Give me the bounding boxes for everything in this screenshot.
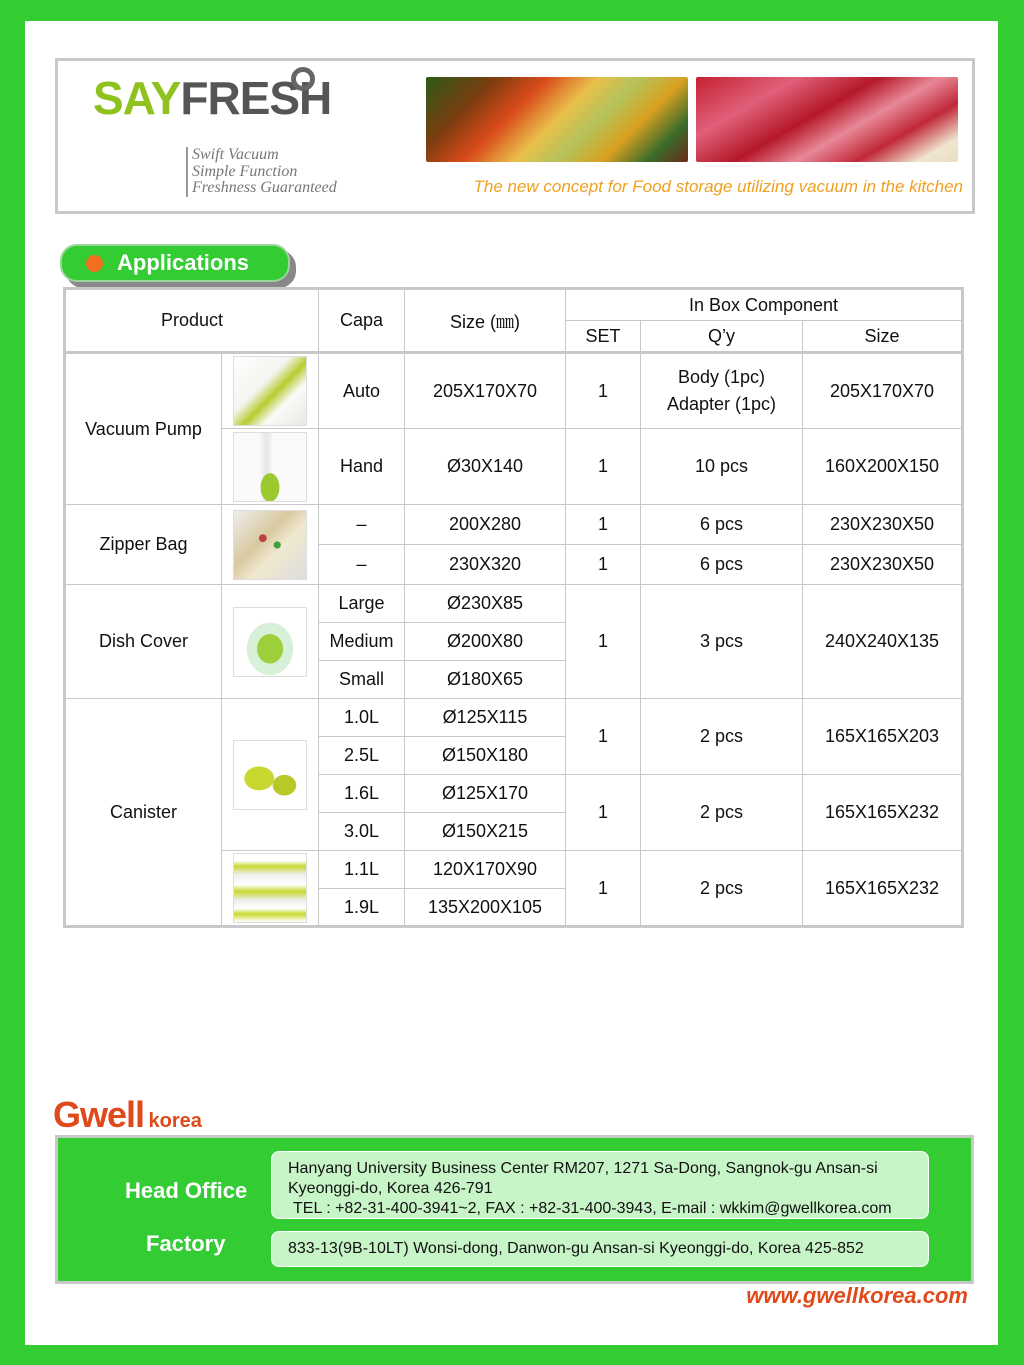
capa-cell: Hand <box>319 429 405 505</box>
meat-photo <box>696 77 958 162</box>
set-cell: 1 <box>566 429 641 505</box>
applications-tab <box>60 244 290 282</box>
vegetables-photo <box>426 77 688 162</box>
logo-ring-icon <box>291 67 315 91</box>
capa-cell: 3.0L <box>319 813 405 851</box>
thumb-cell <box>222 699 319 851</box>
product-dish-cover: Dish Cover <box>65 585 222 699</box>
qty-cell: 10 pcs <box>641 429 803 505</box>
address-line: Kyeonggi-do, Korea 426-791 <box>288 1180 493 1197</box>
header-in-box: In Box Component <box>566 289 963 321</box>
qty-cell: 6 pcs <box>641 505 803 545</box>
brand-sub: korea <box>148 1110 202 1132</box>
qty-line: Adapter (1pc) <box>666 394 777 414</box>
size-cell: 200X280 <box>405 505 566 545</box>
sayfresh-logo: SAYFRESH <box>93 75 331 121</box>
header-box-size: Size <box>803 321 963 353</box>
header-set: SET <box>566 321 641 353</box>
tagline-line-3: Freshness Guaranteed <box>192 179 337 196</box>
website-link[interactable]: www.gwellkorea.com <box>746 1283 968 1308</box>
qty-cell: 2 pcs <box>641 775 803 851</box>
rectangular-canister-image <box>233 853 307 923</box>
capa-cell: 2.5L <box>319 737 405 775</box>
size-cell: Ø180X65 <box>405 661 566 699</box>
set-cell: 1 <box>566 851 641 927</box>
box-size-cell: 165X165X232 <box>803 851 963 927</box>
round-canister-image <box>233 740 307 810</box>
head-office-label: Head Office <box>125 1178 248 1203</box>
capa-cell: Small <box>319 661 405 699</box>
set-cell: 1 <box>566 775 641 851</box>
zipper-bag-image <box>233 510 307 580</box>
box-size-cell: 165X165X232 <box>803 775 963 851</box>
set-cell: 1 <box>566 699 641 775</box>
set-cell: 1 <box>566 353 641 429</box>
size-cell: Ø230X85 <box>405 585 566 623</box>
spec-table <box>63 287 964 928</box>
size-cell: Ø125X115 <box>405 699 566 737</box>
qty-cell: 2 pcs <box>641 851 803 927</box>
thumb-cell <box>222 429 319 505</box>
factory-label: Factory <box>146 1231 226 1256</box>
capa-cell: 1.9L <box>319 889 405 927</box>
tagline-line-2: Simple Function <box>192 162 298 180</box>
box-size-cell: 230X230X50 <box>803 545 963 585</box>
set-cell: 1 <box>566 505 641 545</box>
thumb-cell <box>222 353 319 429</box>
header-size: Size (㎜) <box>405 289 566 353</box>
capa-cell: Large <box>319 585 405 623</box>
header-qty: Q’y <box>641 321 803 353</box>
thumb-cell <box>222 585 319 699</box>
set-cell: 1 <box>566 545 641 585</box>
size-cell: 135X200X105 <box>405 889 566 927</box>
thumb-cell <box>222 851 319 927</box>
capa-cell: 1.6L <box>319 775 405 813</box>
header-caption: The new concept for Food storage utilizing vacuum in the kitchen <box>473 177 963 196</box>
gwell-korea-logo <box>53 1094 202 1136</box>
header-banner <box>55 58 975 214</box>
qty-cell <box>641 353 803 429</box>
section-title: Applications <box>117 250 250 275</box>
capa-cell: 1.1L <box>319 851 405 889</box>
hand-pump-image <box>233 432 307 502</box>
size-cell: Ø200X80 <box>405 623 566 661</box>
size-cell: Ø150X215 <box>405 813 566 851</box>
size-cell: 205X170X70 <box>405 353 566 429</box>
dish-cover-image <box>233 607 307 677</box>
qty-line: Body (1pc) <box>677 367 766 387</box>
auto-pump-image <box>233 356 307 426</box>
size-cell: 120X170X90 <box>405 851 566 889</box>
size-cell: Ø150X180 <box>405 737 566 775</box>
capa-cell: 1.0L <box>319 699 405 737</box>
product-canister: Canister <box>65 699 222 927</box>
brand-main: Gwell <box>53 1094 145 1135</box>
capa-cell: Auto <box>319 353 405 429</box>
product-vacuum-pump: Vacuum Pump <box>65 353 222 505</box>
box-size-cell: 240X240X135 <box>803 585 963 699</box>
size-cell: Ø125X170 <box>405 775 566 813</box>
box-size-cell: 160X200X150 <box>803 429 963 505</box>
bullet-dot-icon <box>86 255 103 272</box>
header-capa: Capa <box>319 289 405 353</box>
size-cell: Ø30X140 <box>405 429 566 505</box>
qty-cell: 3 pcs <box>641 585 803 699</box>
size-cell: 230X320 <box>405 545 566 585</box>
capa-cell: – <box>319 505 405 545</box>
set-cell: 1 <box>566 585 641 699</box>
head-office-address <box>271 1151 929 1219</box>
header-product: Product <box>65 289 319 353</box>
factory-address: 833-13(9B-10LT) Wonsi-dong, Danwon-gu Ansan-si Kyeonggi-do, Korea 425-852 <box>271 1231 929 1267</box>
contact-box <box>55 1135 974 1284</box>
tagline-line-1: Swift Vacuum <box>192 146 279 163</box>
product-zipper-bag: Zipper Bag <box>65 505 222 585</box>
tagline <box>186 147 337 197</box>
thumb-cell <box>222 505 319 585</box>
capa-cell: – <box>319 545 405 585</box>
contact-line: TEL : +82-31-400-3941~2, FAX : +82-31-400-3943, E-mail : wkkim@gwellkorea.com <box>293 1200 892 1217</box>
box-size-cell: 230X230X50 <box>803 505 963 545</box>
box-size-cell: 205X170X70 <box>803 353 963 429</box>
box-size-cell: 165X165X203 <box>803 699 963 775</box>
address-line: Hanyang University Business Center RM207, 1271 Sa-Dong, Sangnok-gu Ansan-si <box>288 1160 878 1177</box>
qty-cell: 6 pcs <box>641 545 803 585</box>
capa-cell: Medium <box>319 623 405 661</box>
qty-cell: 2 pcs <box>641 699 803 775</box>
